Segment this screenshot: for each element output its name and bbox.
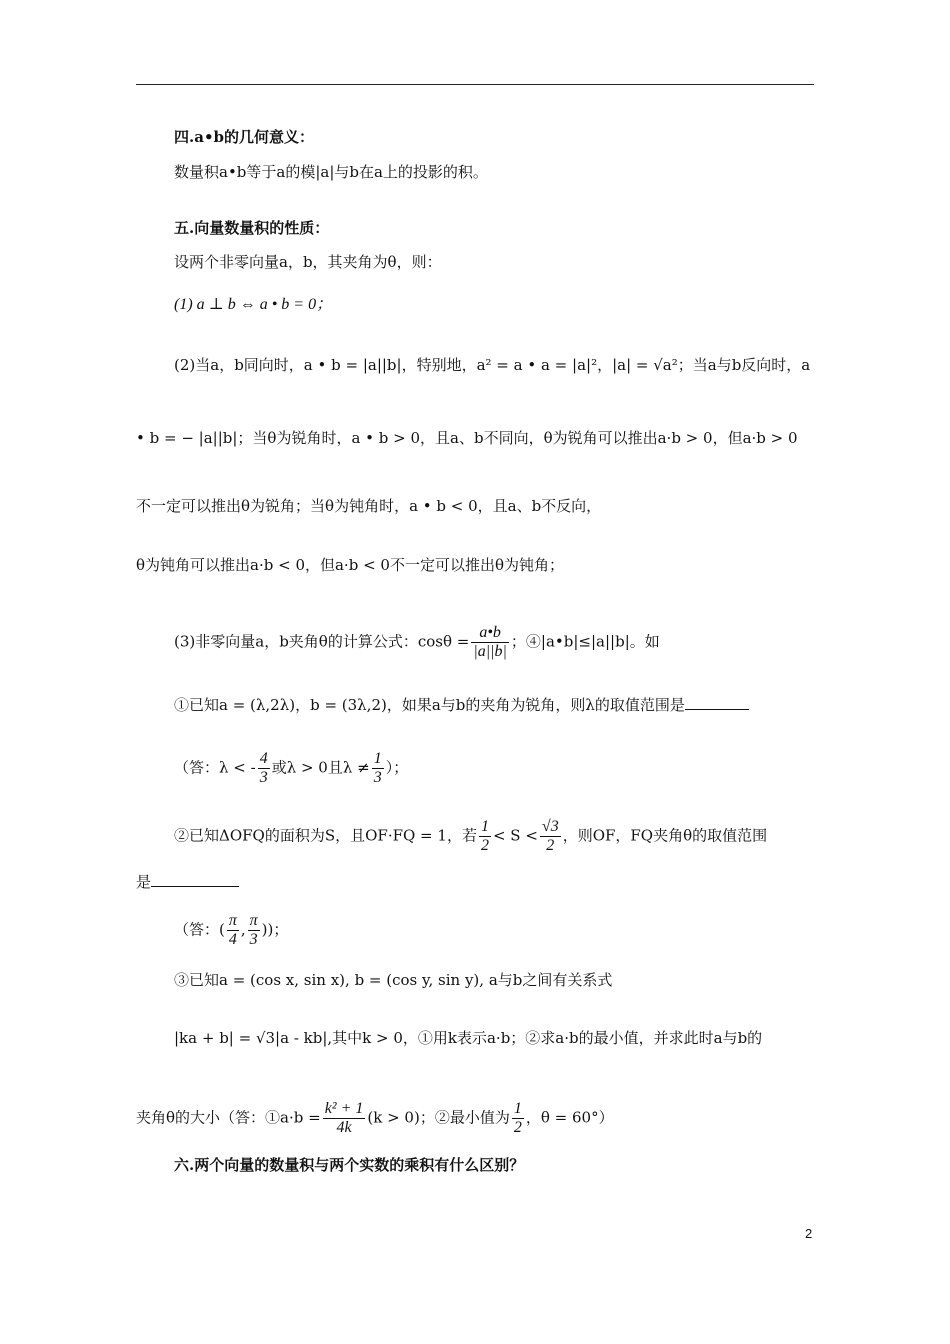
property-3: [174, 624, 660, 661]
example-3-answer: [136, 1100, 614, 1137]
example-1-answer: [174, 750, 408, 787]
property-4-text: ；④|a•b|≤|a||b|。如: [510, 632, 660, 651]
property-1: (1) a ⊥ b ⇔ a • b = 0；: [174, 296, 333, 313]
example-3-answer-pre: 夹角θ的大小（答：①a·b =: [136, 1108, 321, 1127]
fraction-denominator: 4: [228, 931, 237, 948]
example-3-answer-post: ，θ = 60°）: [525, 1108, 614, 1127]
section-4-text: 数量积a•b等于a的模|a|与b在a上的投影的积。: [174, 163, 488, 181]
fraction-1-3: [372, 750, 384, 787]
fraction-k2-plus-1-over-4k: [323, 1100, 366, 1137]
example-2-mid: < S <: [492, 826, 538, 845]
example-1-answer-post: ）；: [385, 758, 409, 777]
fraction-denominator: 3: [373, 769, 382, 786]
section-5-intro: 设两个非零向量a，b，其夹角为θ，则：: [174, 253, 442, 271]
cos-formula-fraction: [471, 624, 509, 661]
section-6-title: 六.两个向量的数量积与两个实数的乘积有什么区别？: [174, 1156, 525, 1174]
example-3-line-1: ③已知a = (cos x, sin x), b = (cos y, sin y), a与b之间有关系式: [174, 971, 613, 989]
fraction-numerator: π: [249, 912, 258, 929]
fraction-numerator: 4: [259, 750, 268, 767]
fraction-denominator: 2: [513, 1119, 522, 1136]
fraction-numerator: √3: [541, 818, 559, 835]
property-2-line-4: θ为钝角可以推出a·b < 0，但a·b < 0不一定可以推出θ为钝角；: [136, 556, 564, 574]
example-2-post: ，则OF，FQ夹角θ的取值范围: [562, 826, 768, 845]
fraction-denominator: 2: [480, 837, 489, 854]
property-2-line-1: (2)当a，b同向时，a • b = |a||b|，特别地，a² = a • a = |a|²，|a| = √a²；当a与b反向时，a: [174, 356, 811, 374]
property-3-text: (3)非零向量a，b夹角θ的计算公式：cosθ =: [174, 632, 470, 651]
section-5-title: 五.向量数量积的性质：: [174, 219, 330, 237]
example-2-pre: ②已知ΔOFQ的面积为S，且OF·FQ = 1，若: [174, 826, 477, 845]
fraction-1-2: [512, 1100, 524, 1137]
page-number: 2: [805, 1226, 813, 1241]
cos-formula-denominator: |a||b|: [473, 643, 507, 660]
answer-blank-2: [151, 872, 239, 887]
property-2-line-3: 不一定可以推出θ为锐角；当θ为钝角时，a • b < 0，且a、b不反向，: [136, 497, 602, 515]
section-4-title: 四.a•b的几何意义：: [174, 128, 315, 146]
fraction-numerator: 1: [480, 818, 489, 835]
example-1: [174, 695, 749, 715]
fraction-denominator: 4k: [336, 1119, 352, 1136]
fraction-denominator: 3: [259, 769, 268, 786]
property-2-line-2: • b = − |a||b|；当θ为锐角时，a • b > 0，且a、b不同向，θ为锐角可以推出a·b > 0，但a·b > 0: [136, 429, 798, 447]
example-2-line-2-text: 是: [136, 873, 152, 891]
fraction-denominator: 3: [249, 931, 258, 948]
answer-blank-1: [685, 695, 749, 710]
example-1-text: ①已知a = (λ,2λ)，b = (3λ,2)，如果a与b的夹角为锐角，则λ的取值范围是: [174, 696, 685, 714]
example-1-answer-pre: （答：λ < -: [174, 758, 256, 777]
fraction-pi-4: [227, 912, 239, 949]
fraction-denominator: 2: [546, 837, 555, 854]
example-3-line-2: |ka + b| = √3|a - kb|,其中k > 0，①用k表示a·b；②求a·b的最小值，并求此时a与b的: [174, 1029, 763, 1047]
fraction-1-2: [479, 818, 491, 855]
example-2-answer-post: ))；: [261, 920, 289, 939]
cos-formula-numerator: a•b: [471, 624, 509, 643]
fraction-numerator: 1: [373, 750, 382, 767]
example-1-answer-mid: 或λ > 0且λ ≠: [271, 758, 370, 777]
fraction-numerator: k² + 1: [324, 1100, 364, 1117]
fraction-pi-3: [248, 912, 260, 949]
fraction-4-3: [258, 750, 270, 787]
example-2-answer: （答：( $\frac{\pi}{4}$ , $\frac{\pi}{3}$ ))；: [174, 912, 289, 948]
header-rule: [136, 84, 814, 85]
example-3-answer-mid: (k > 0)；②最小值为: [367, 1108, 510, 1127]
example-2-answer-pre: （答：(: [174, 920, 225, 939]
example-2-line-2: [136, 872, 239, 892]
example-2: [174, 818, 767, 855]
fraction-sqrt3-2: [540, 818, 561, 855]
fraction-numerator: 1: [513, 1100, 522, 1117]
fraction-numerator: π: [228, 912, 237, 929]
